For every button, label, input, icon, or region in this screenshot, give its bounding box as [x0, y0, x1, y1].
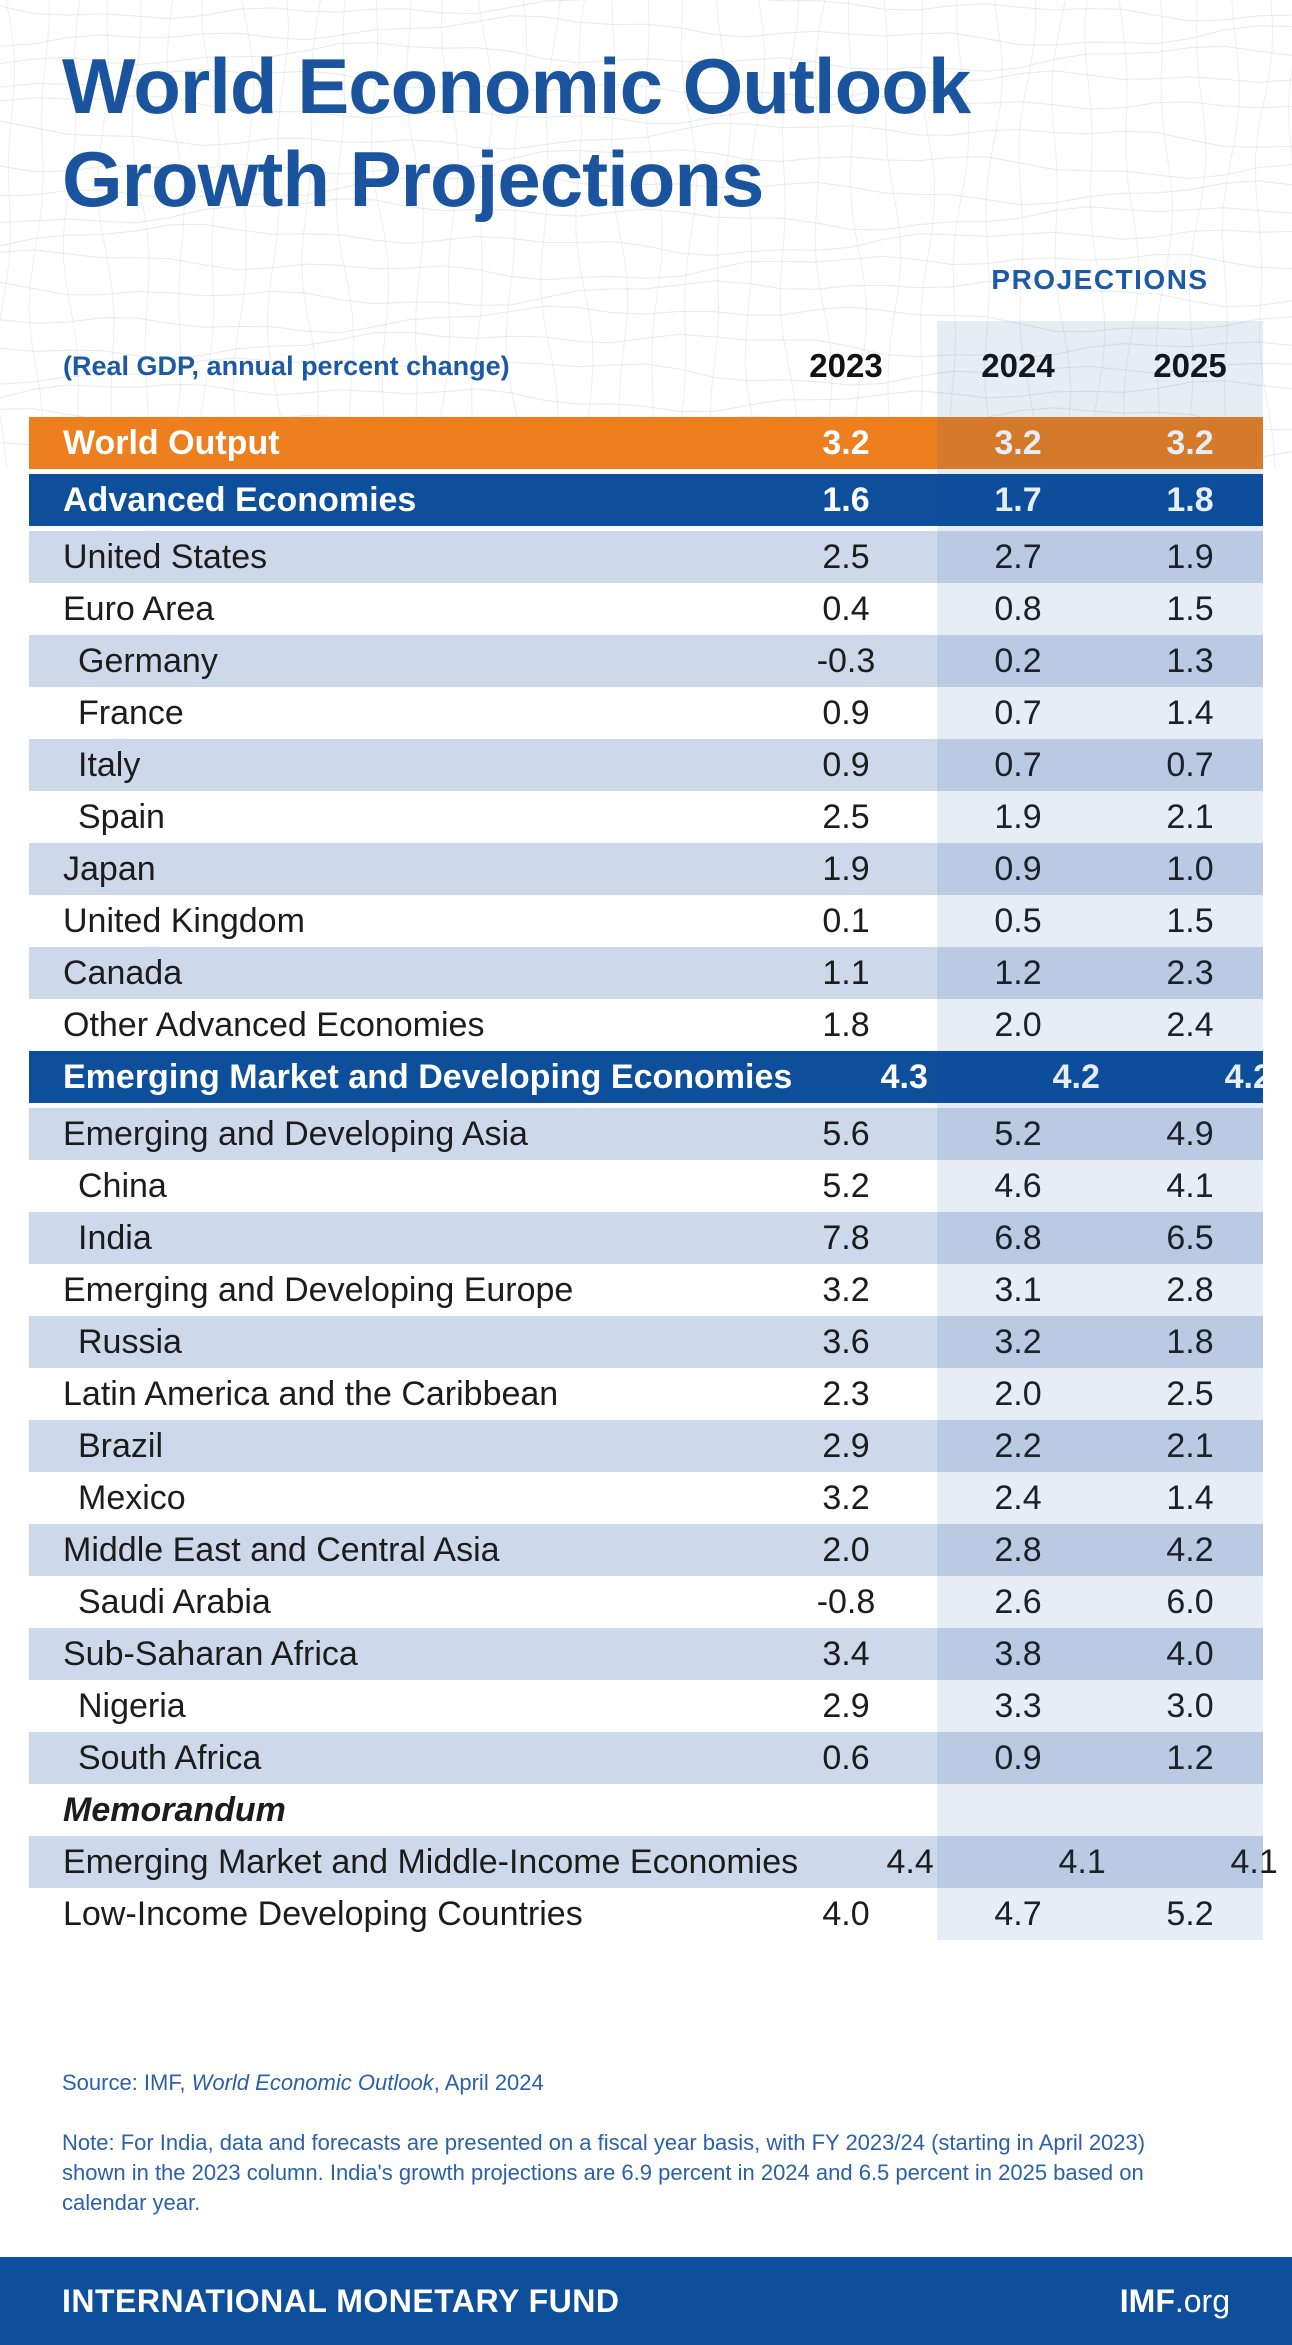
row-value-2023: 4.4 — [886, 1842, 934, 1881]
row-value-2024: 1.9 — [994, 797, 1042, 836]
row-value-2024: 3.8 — [994, 1634, 1042, 1673]
row-value-2025: 5.2 — [1166, 1894, 1214, 1933]
row-value-2024: 4.1 — [1058, 1842, 1106, 1881]
table-row — [29, 1472, 1263, 1524]
table-header-row — [29, 338, 1263, 394]
row-label: Emerging and Developing Europe — [63, 1270, 574, 1309]
row-value-2024: 3.2 — [994, 423, 1042, 462]
row-value-2023: 2.5 — [822, 537, 870, 576]
row-value-2025: 4.0 — [1166, 1634, 1214, 1673]
table-subtitle: (Real GDP, annual percent change) — [63, 350, 510, 381]
row-value-2023: 2.9 — [822, 1426, 870, 1465]
row-value-2024: 4.2 — [1052, 1057, 1100, 1096]
row-value-2025: 1.4 — [1166, 1478, 1214, 1517]
row-value-2024: 6.8 — [994, 1218, 1042, 1257]
table-row — [29, 947, 1263, 999]
row-value-2025: 2.1 — [1166, 1426, 1214, 1465]
row-label: Mexico — [78, 1478, 186, 1517]
row-value-2025: 3.0 — [1166, 1686, 1214, 1725]
table-row — [29, 1420, 1263, 1472]
footnote: Note: For India, data and forecasts are presented on a fiscal year basis, with FY 2023/24 (starting in April 2023) shown in the 2023 column. India's growth projections are 6.9 percent in 2024 and 6.5 percent in 2025 based on calendar year. — [62, 2130, 1146, 2215]
source-publication: World Economic Outlook — [191, 2070, 434, 2095]
year-header-2023: 2023 — [809, 347, 883, 384]
imf-website — [1120, 2283, 1230, 2320]
row-value-2025: 2.4 — [1166, 1005, 1214, 1044]
row-value-2024: 4.6 — [994, 1166, 1042, 1205]
row-label: Middle East and Central Asia — [63, 1530, 500, 1569]
row-value-2024: 0.2 — [994, 641, 1042, 680]
row-label: Nigeria — [78, 1686, 186, 1725]
row-value-2025: 1.8 — [1166, 480, 1214, 519]
row-label: Saudi Arabia — [78, 1582, 271, 1621]
table-row — [29, 895, 1263, 947]
table-row — [29, 1888, 1263, 1940]
row-value-2023: 4.3 — [880, 1057, 928, 1096]
table-row — [29, 1212, 1263, 1264]
row-value-2025: 2.1 — [1166, 797, 1214, 836]
row-value-2023: 5.6 — [822, 1114, 870, 1153]
row-value-2023: 0.6 — [822, 1738, 870, 1777]
row-value-2025: 4.2 — [1224, 1057, 1272, 1096]
row-label: Emerging Market and Middle-Income Economies — [63, 1842, 799, 1881]
row-value-2024: 2.2 — [994, 1426, 1042, 1465]
table-row — [29, 1732, 1263, 1784]
table-row — [29, 1264, 1263, 1316]
page-title — [62, 40, 970, 226]
table-row — [29, 1680, 1263, 1732]
row-value-2025: 1.3 — [1166, 641, 1214, 680]
row-value-2024: 1.2 — [994, 953, 1042, 992]
row-value-2025: 6.5 — [1166, 1218, 1214, 1257]
row-value-2023: 1.8 — [822, 1005, 870, 1044]
table-row — [29, 1316, 1263, 1368]
table-row — [29, 1160, 1263, 1212]
row-value-2025: 1.2 — [1166, 1738, 1214, 1777]
table-row — [29, 1628, 1263, 1680]
row-label: United States — [63, 537, 268, 576]
row-value-2024: 3.1 — [994, 1270, 1042, 1309]
row-value-2024: 2.8 — [994, 1530, 1042, 1569]
page-title-line2: Growth Projections — [62, 135, 764, 223]
row-value-2024: 0.9 — [994, 849, 1042, 888]
row-label: Brazil — [78, 1426, 164, 1465]
table-row — [29, 1524, 1263, 1576]
source-line — [62, 2070, 544, 2096]
row-value-2023: 0.9 — [822, 693, 870, 732]
table-row — [29, 635, 1263, 687]
row-label: India — [78, 1218, 152, 1257]
row-label: South Africa — [78, 1738, 262, 1777]
row-value-2024: 2.0 — [994, 1005, 1042, 1044]
row-value-2024: 4.7 — [994, 1894, 1042, 1933]
row-value-2023: 7.8 — [822, 1218, 870, 1257]
row-label: Spain — [78, 797, 165, 836]
row-value-2025: 4.2 — [1166, 1530, 1214, 1569]
row-label: Low-Income Developing Countries — [63, 1894, 583, 1933]
row-value-2025: 2.5 — [1166, 1374, 1214, 1413]
row-value-2025: 3.2 — [1166, 423, 1214, 462]
table-row — [29, 417, 1263, 474]
table-row — [29, 999, 1263, 1051]
row-value-2023: 3.6 — [822, 1322, 870, 1361]
row-value-2023: 1.1 — [822, 953, 870, 992]
row-value-2023: 3.2 — [822, 1478, 870, 1517]
row-value-2023: 1.6 — [822, 480, 870, 519]
row-label: Sub-Saharan Africa — [63, 1634, 358, 1673]
projections-label: PROJECTIONS — [991, 264, 1209, 295]
row-value-2024: 2.4 — [994, 1478, 1042, 1517]
table-row — [29, 583, 1263, 635]
row-value-2024: 0.7 — [994, 745, 1042, 784]
row-value-2024: 0.5 — [994, 901, 1042, 940]
imf-org-name: INTERNATIONAL MONETARY FUND — [62, 2282, 620, 2319]
footer-bar — [0, 2257, 1292, 2345]
row-value-2025: 2.8 — [1166, 1270, 1214, 1309]
row-value-2025: 1.9 — [1166, 537, 1214, 576]
row-value-2024: 3.2 — [994, 1322, 1042, 1361]
row-value-2024: 0.7 — [994, 693, 1042, 732]
row-value-2024: 0.8 — [994, 589, 1042, 628]
growth-table — [29, 338, 1278, 1940]
row-value-2023: 2.3 — [822, 1374, 870, 1413]
row-value-2023: 3.4 — [822, 1634, 870, 1673]
row-label: Latin America and the Caribbean — [63, 1374, 559, 1413]
row-value-2023: -0.3 — [816, 641, 876, 680]
table-row — [29, 739, 1263, 791]
row-label: Advanced Economies — [63, 480, 417, 519]
row-value-2025: 1.4 — [1166, 693, 1214, 732]
row-value-2023: 4.0 — [822, 1894, 870, 1933]
table-row — [29, 687, 1263, 739]
row-value-2023: 3.2 — [822, 1270, 870, 1309]
source-suffix: , April 2024 — [433, 2070, 544, 2095]
row-value-2023: -0.8 — [816, 1582, 876, 1621]
row-value-2025: 1.8 — [1166, 1322, 1214, 1361]
row-value-2023: 2.9 — [822, 1686, 870, 1725]
row-label: Italy — [78, 745, 141, 784]
row-value-2024: 2.0 — [994, 1374, 1042, 1413]
imf-website-bold: IMF — [1119, 2282, 1175, 2319]
row-value-2023: 0.9 — [822, 745, 870, 784]
row-value-2024: 1.7 — [994, 480, 1042, 519]
row-value-2024: 5.2 — [994, 1114, 1042, 1153]
row-label: Other Advanced Economies — [63, 1005, 485, 1044]
row-value-2025: 1.5 — [1166, 589, 1214, 628]
row-label: Russia — [78, 1322, 182, 1361]
row-value-2023: 3.2 — [822, 423, 870, 462]
row-label: World Output — [63, 423, 280, 462]
table-row — [29, 1368, 1263, 1420]
row-value-2023: 5.2 — [822, 1166, 870, 1205]
table-row — [29, 843, 1263, 895]
row-value-2025: 4.1 — [1166, 1166, 1214, 1205]
row-value-2025: 2.3 — [1166, 953, 1214, 992]
row-label: Canada — [63, 953, 183, 992]
row-value-2025: 4.9 — [1166, 1114, 1214, 1153]
row-label: Euro Area — [63, 589, 215, 628]
row-value-2023: 0.4 — [822, 589, 870, 628]
row-value-2023: 2.5 — [822, 797, 870, 836]
row-label: Japan — [63, 849, 156, 888]
row-value-2024: 0.9 — [994, 1738, 1042, 1777]
row-value-2024: 3.3 — [994, 1686, 1042, 1725]
table-row — [29, 1836, 1278, 1888]
table-row — [29, 1108, 1263, 1160]
row-value-2025: 0.7 — [1166, 745, 1214, 784]
table-row — [29, 531, 1263, 583]
table-row — [29, 1051, 1272, 1108]
row-value-2025: 1.0 — [1166, 849, 1214, 888]
row-label: France — [78, 693, 184, 732]
row-label: Emerging and Developing Asia — [63, 1114, 528, 1153]
table-body — [29, 417, 1278, 1940]
table-row — [29, 1784, 1263, 1836]
row-value-2024: 2.7 — [994, 537, 1042, 576]
year-header-2024: 2024 — [981, 347, 1055, 384]
row-value-2025: 6.0 — [1166, 1582, 1214, 1621]
row-label: United Kingdom — [63, 901, 305, 940]
table-row — [29, 791, 1263, 843]
row-label: China — [78, 1166, 167, 1205]
row-value-2025: 4.1 — [1230, 1842, 1278, 1881]
table-row — [29, 474, 1263, 531]
row-value-2023: 1.9 — [822, 849, 870, 888]
imf-website-rest: .org — [1174, 2282, 1230, 2319]
year-header-2025: 2025 — [1153, 347, 1227, 384]
row-value-2023: 2.0 — [822, 1530, 870, 1569]
row-value-2023: 0.1 — [822, 901, 870, 940]
table-row — [29, 1576, 1263, 1628]
page-title-line1: World Economic Outlook — [62, 42, 971, 130]
row-label: Memorandum — [63, 1790, 286, 1829]
row-value-2024: 2.6 — [994, 1582, 1042, 1621]
row-label: Emerging Market and Developing Economies — [63, 1057, 793, 1096]
row-label: Germany — [78, 641, 218, 680]
source-prefix: Source: IMF, — [62, 2070, 192, 2095]
row-value-2025: 1.5 — [1166, 901, 1214, 940]
